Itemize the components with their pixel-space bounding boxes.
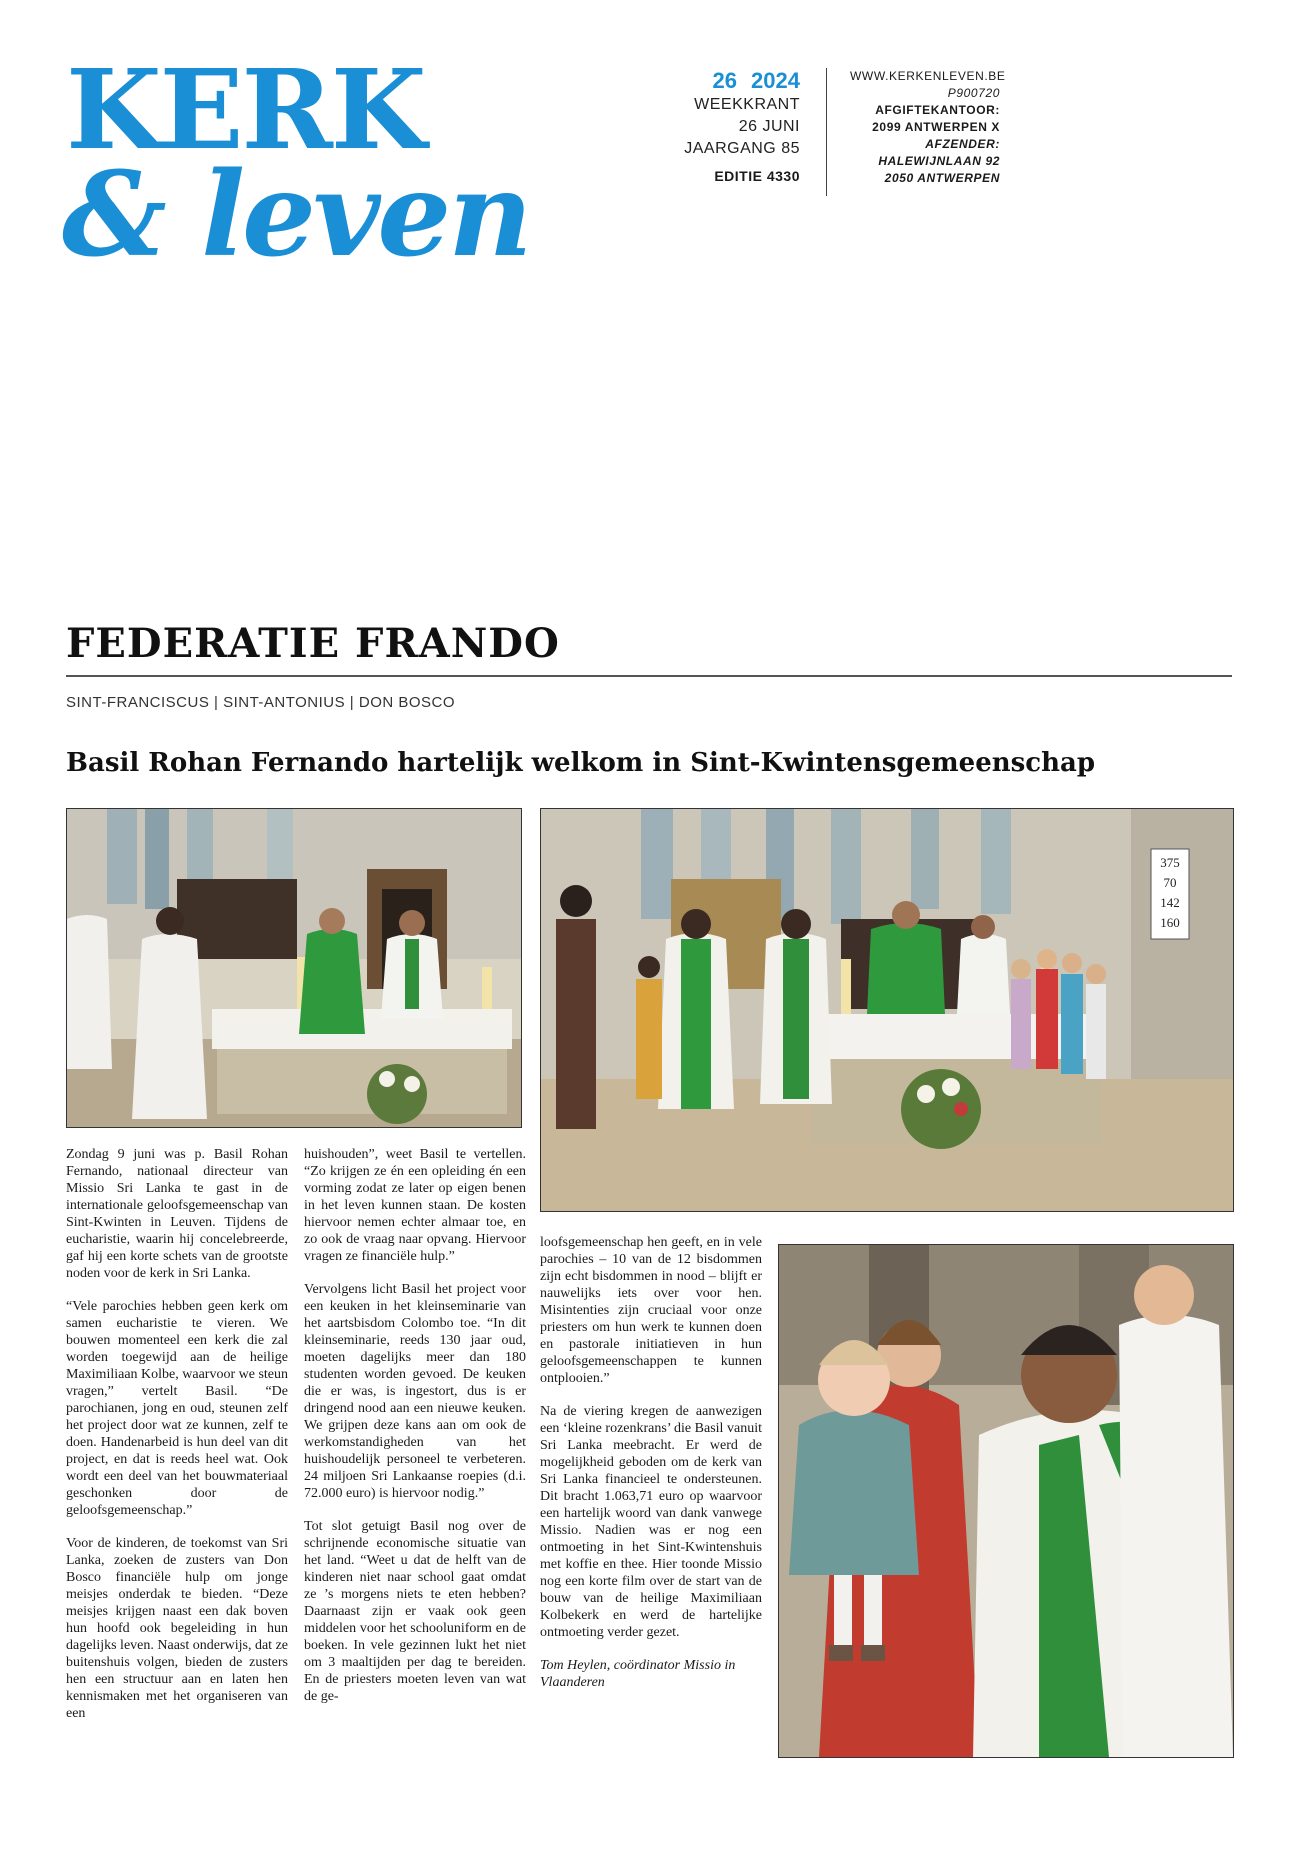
- paragraph: “Vele parochies hebben geen kerk om samen eucharistie te vieren. We bouwen momenteel een kerk die zal worden toegewijd aan de heilige Maximiliaan Kolbe, waarvoor we steun vragen,” vertelt Basil. “De parochianen, jong en oud, steunen zelf het project door wat ze kunnen, zelf te doen. Handenarbeid is hun deel van dit project, en dat is reeds heel wat. Ook wordt een deel van het bouwmateriaal geschonken door de geloofsgemeenschap.”: [66, 1299, 288, 1518]
- section-rule: [66, 675, 1232, 677]
- logo-word-kerk: KERK: [66, 45, 425, 174]
- newspaper-logo: [62, 45, 530, 283]
- author-credit: Tom Heylen, coördinator Missio in Vlaanderen: [540, 1658, 736, 1690]
- article-column-3: [540, 1234, 762, 1707]
- article-headline: Basil Rohan Fernando hartelijk welkom in Sint-Kwintensgemeenschap: [66, 748, 1096, 778]
- issue-number: 26 2024: [712, 68, 800, 93]
- article-column-1: [66, 1146, 288, 1738]
- website-url: WWW.KERKENLEVEN.BE: [850, 69, 1006, 83]
- hymn-number: 142: [1160, 895, 1180, 910]
- issue-type: WEEKKRANT: [694, 96, 800, 113]
- issue-info: [620, 68, 800, 184]
- section-title: FEDERATIE FRANDO: [66, 620, 560, 667]
- hymn-number: 160: [1160, 915, 1180, 930]
- office-address: 2099 ANTWERPEN X: [872, 120, 1000, 134]
- permit-number: P900720: [947, 86, 1000, 100]
- paragraph: huishouden”, weet Basil te vertellen. “Zo krijgen ze én een opleiding én een vorming zodat ze later op eigen benen in het leven kunnen staan. De kosten hiervoor nemen echter almaar toe, en zo ook de vraag naar opvang. Hiervoor vragen ze financiële hulp.”: [304, 1147, 526, 1264]
- paragraph: Tot slot getuigt Basil nog over de schrijnende economische situatie van het land. “Weet u dat de helft van de kinderen niet naar school gaat omdat ze ’s morgens niets te eten hebben? Daarnaast zijn er vaak ook geen middelen voor het schooluniform en de boeken. In vele gezinnen lukt het niet om 3 maaltijden per dag te bereiden. En de priesters moeten leven van wat de ge-: [304, 1519, 526, 1704]
- paragraph: Voor de kinderen, de toekomst van Sri Lanka, zoeken de zusters van Don Bosco financiële hulp om jonge meisjes onderdak te bieden. “Deze meisjes krijgen naast een dak boven hun hoofd ook begeleiding in hun dagelijks leven. Naast onderwijs, dat ze buitenshuis volgen, bieden de zusters hen een structuur aan en laten hen kennismaken met het organiseren van een: [66, 1536, 288, 1721]
- hymn-number: 375: [1160, 855, 1180, 870]
- logo-word-leven: & leven: [62, 147, 530, 283]
- photo-altar-priests: [66, 808, 522, 1128]
- postal-info: [850, 68, 1006, 187]
- office-label: AFGIFTEKANTOOR:: [875, 103, 1000, 117]
- section-parishes: SINT-FRANCISCUS | SINT-ANTONIUS | DON BOSCO: [66, 694, 456, 711]
- sender-label: AFZENDER:: [925, 137, 1000, 151]
- masthead-divider: [826, 68, 827, 196]
- sender-city: 2050 ANTWERPEN: [884, 171, 1000, 185]
- paragraph: Zondag 9 juni was p. Basil Rohan Fernando, nationaal directeur van Missio Sri Lanka te gast in de internationale geloofsgemeenschap van Sint-Kwinten in Leuven. Tijdens de eucharistie, waarin hij concelebreerde, gaf hij een korte schets van de grootste noden voor de kerk in Sri Lanka.: [66, 1147, 288, 1281]
- article-column-2: [304, 1146, 526, 1721]
- sender-street: HALEWIJNLAAN 92: [878, 154, 1000, 168]
- photo-altar-children: [540, 808, 1234, 1212]
- paragraph: Na de viering kregen de aanwezigen een ‘kleine rozenkrans’ die Basil vanuit Sri Lanka meebracht. Er werd de mogelijkheid geboden om de kerk van Sri Lanka financieel te ondersteunen. Dit bracht 1.063,71 euro op waarvoor een hartelijk woord van dank vanwege Missio. Nadien was er nog een ontmoeting in het Sint-Kwintenshuis met koffie en thee. Hier toonde Missio nog een korte film over de start van de bouw van de heilige Maximiliaan Kolbekerk en werd de hartelijke ontmoeting verder gezet.: [540, 1404, 762, 1640]
- paragraph: loofsgemeenschap hen geeft, en in vele parochies – 10 van de 12 bisdommen zijn echt bisdommen in nood – blijft er nauwelijks iets over voor hen. Misintenties zijn cruciaal voor onze priesters om hun werk te kunnen doen en pastorale initiatieven in hun geloofsgemeenschappen te kunnen ontplooien.”: [540, 1235, 762, 1386]
- issue-edition: EDITIE 4330: [714, 168, 800, 184]
- issue-volume: JAARGANG 85: [684, 140, 800, 157]
- photo-priest-with-child: [778, 1244, 1234, 1758]
- issue-date: 26 JUNI: [738, 118, 800, 135]
- hymn-number: 70: [1163, 875, 1177, 890]
- paragraph: Vervolgens licht Basil het project voor een keuken in het kleinseminarie van het aartsbisdom Colombo toe. “In dit kleinseminarie, reeds 130 jaar oud, moeten dagelijks meer dan 180 studenten worden gevoed. De keuken die er was, is ingestort, dus is er dringend nood aan een nieuwe keuken. We grijpen deze kans aan om ook de werkomstandigheden van het huishoudelijk personeel te verbeteren. 24 miljoen Sri Lankaanse roepies (d.i. 72.000 euro) is hiervoor nodig.”: [304, 1282, 526, 1501]
